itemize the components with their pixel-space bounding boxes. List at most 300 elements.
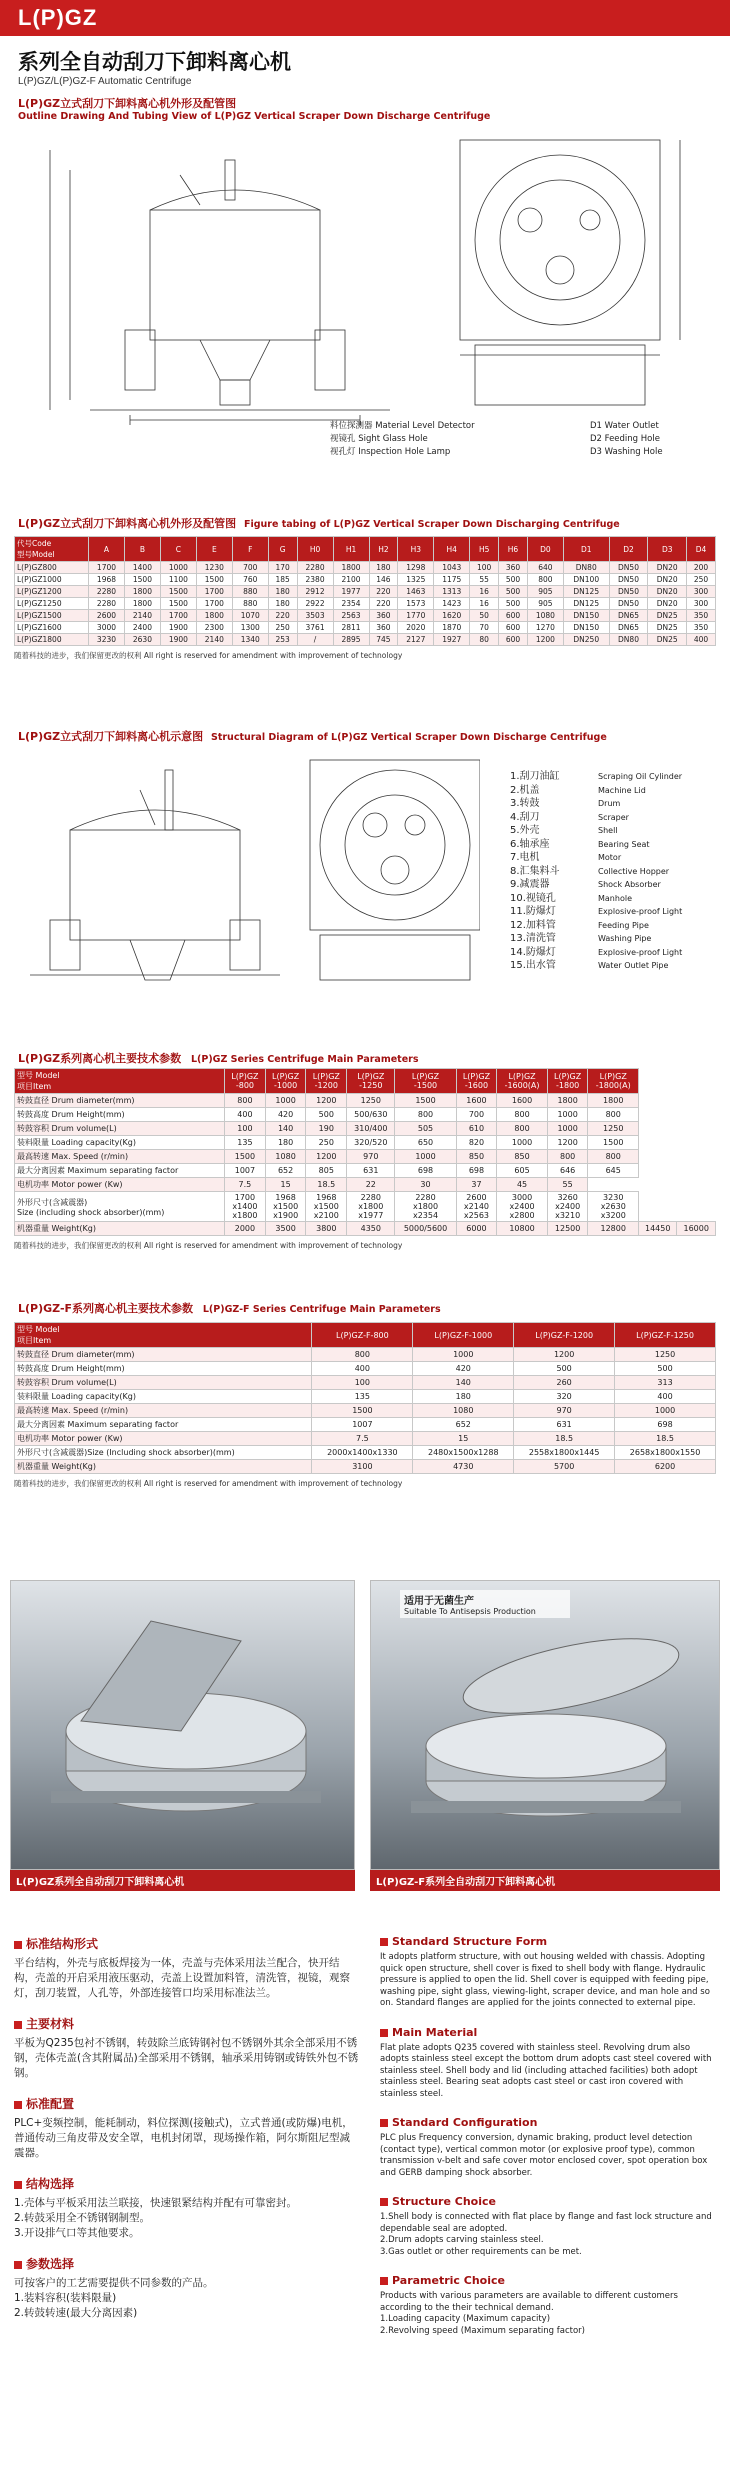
legend-inspection-lamp: 视孔灯 Inspection Hole Lamp (330, 447, 451, 457)
fparam-row (15, 1418, 716, 1432)
param-cell: 800 (588, 1150, 639, 1164)
fparam-row-label: 最大分离因素 Maximum separating factor (15, 1418, 312, 1432)
param-cell: 16000 (677, 1222, 716, 1236)
feature-item: 3.Gas outlet or other requirements can be met. (380, 2246, 582, 2257)
fparam-cell: 1000 (413, 1348, 514, 1362)
features-cn (14, 1935, 359, 2335)
fparam-row-label: 转鼓高度 Drum Height(mm) (15, 1362, 312, 1376)
dim-cell: 300 (687, 598, 716, 610)
param-cell: 500 (306, 1108, 347, 1122)
dim-row (15, 622, 716, 634)
feature-block (380, 2026, 720, 2101)
dim-cell: 1700 (160, 610, 196, 622)
dim-cell: 880 (232, 586, 268, 598)
product-photo-left (10, 1580, 355, 1870)
param-cell: 700 (456, 1108, 497, 1122)
param-cell: 14450 (638, 1222, 676, 1236)
dim-cell: 600 (499, 622, 528, 634)
bullet-icon (380, 1938, 388, 1946)
param-cell: 22 (347, 1178, 395, 1192)
part-en: Explosive-proof Light (598, 907, 683, 916)
dim-header: H1 (333, 537, 369, 562)
feature-title: 主要材料 (14, 2015, 359, 2032)
feature-item: 2.Revolving speed (Maximum separating factor) (380, 2325, 585, 2336)
sec3-title (18, 728, 728, 744)
feature-block (380, 2116, 720, 2179)
dim-cell: 1977 (333, 586, 369, 598)
part-item (510, 932, 720, 946)
part-cn: 12.加料管 (510, 919, 556, 931)
dim-cell: 2630 (124, 634, 160, 646)
dim-cell: 1500 (196, 574, 232, 586)
legend-left (330, 420, 550, 459)
param-cell: 1500 (588, 1136, 639, 1150)
dim-cell: DN80 (609, 634, 648, 646)
param-cell: 100 (225, 1122, 266, 1136)
param-cell: 420 (265, 1108, 306, 1122)
fparam-row (15, 1376, 716, 1390)
dim-cell: 1700 (196, 586, 232, 598)
feature-item: 1.壳体与平板采用法兰联接，快速银紧结构并配有可靠密封。 (14, 2197, 298, 2209)
dimension-table (14, 536, 716, 646)
param-cell: 3800 (306, 1222, 347, 1236)
part-en: Collective Hopper (598, 866, 670, 876)
param-row (15, 1192, 716, 1222)
dim-cell: 1043 (434, 562, 470, 574)
part-item (510, 770, 720, 784)
legend-sight-glass: 视镜孔 Sight Glass Hole (330, 434, 428, 444)
fparam-cell: 652 (413, 1418, 514, 1432)
dim-cell: 500 (499, 598, 528, 610)
sec2-title-en: Figure tabing of L(P)GZ Vertical Scraper Down Discharging Centrifuge (243, 519, 620, 530)
sec4-title-en: L(P)GZ Series Centrifuge Main Parameters (190, 1054, 419, 1065)
part-cn: 2.机盖 (510, 784, 540, 796)
param-cell: 1500 (395, 1094, 456, 1108)
dim-cell: 1313 (434, 586, 470, 598)
fparam-row-label: 转鼓直径 Drum diameter(mm) (15, 1348, 312, 1362)
sec3-title-cn: L(P)GZ立式刮刀下卸料离心机示意图 (18, 730, 204, 743)
part-item (510, 797, 720, 811)
param-cell: 55 (547, 1178, 588, 1192)
part-cn: 8.汇集料斗 (510, 865, 560, 877)
params-table (14, 1068, 716, 1236)
fparam-cell: 500 (514, 1362, 615, 1376)
fparam-row-label: 装料限量 Loading capacity(Kg) (15, 1390, 312, 1404)
dim-cell: 745 (369, 634, 398, 646)
dim-cell: DN20 (648, 562, 687, 574)
dim-cell: 16 (470, 598, 499, 610)
dim-cell: 350 (687, 610, 716, 622)
fparam-row (15, 1460, 716, 1474)
param-cell: 1800 (547, 1094, 588, 1108)
dim-header: E (196, 537, 232, 562)
dim-cell: 253 (268, 634, 297, 646)
fparam-cell: 698 (615, 1418, 716, 1432)
fparam-corner (15, 1323, 312, 1348)
param-row (15, 1150, 716, 1164)
param-cell: 6000 (456, 1222, 497, 1236)
feature-title: Parametric Choice (380, 2274, 720, 2287)
dim-header: B (124, 537, 160, 562)
part-cn: 3.转鼓 (510, 798, 540, 809)
param-corner-top: 型号 Model (17, 1071, 60, 1080)
param-cell: 10800 (497, 1222, 548, 1236)
dim-cell: 1325 (398, 574, 434, 586)
dim-row (15, 562, 716, 574)
part-en: Motor (598, 853, 622, 862)
dimension-table-wrap (14, 536, 716, 661)
dim-cell: 2380 (297, 574, 333, 586)
param-row-label: 转鼓高度 Drum Height(mm) (15, 1108, 225, 1122)
part-cn: 14.防爆灯 (510, 946, 556, 958)
param-cell: 7.5 (225, 1178, 266, 1192)
param-cell: 1000 (547, 1122, 588, 1136)
param-corner (15, 1069, 225, 1094)
feature-block (380, 2195, 720, 2258)
dim-cell: DN125 (563, 598, 609, 610)
badge-cn: 适用于无菌生产 (404, 1596, 474, 1607)
dim-header: A (89, 537, 125, 562)
feature-item: 2.转鼓采用全不锈钢钢制型。 (14, 2212, 151, 2224)
dim-cell: 185 (268, 574, 297, 586)
param-cell: 631 (347, 1164, 395, 1178)
param-cell: 1800 (588, 1094, 639, 1108)
feature-item: 1.Shell body is connected with flat place by flange and fast lock structure and dependable seal are adopted. (380, 2212, 712, 2234)
dim-header: H6 (499, 537, 528, 562)
feature-text: 可按客户的工艺需要提供不同参数的产品。 (14, 2277, 214, 2289)
fparam-cell: 180 (413, 1390, 514, 1404)
part-cn: 4.刮刀 (510, 811, 540, 823)
param-cell: 45 (497, 1178, 548, 1192)
sec1-title-cn: L(P)GZ立式刮刀下卸料离心机外形及配管图 (18, 97, 237, 110)
dim-cell: DN125 (563, 586, 609, 598)
dim-row (15, 634, 716, 646)
dim-cell: 1000 (160, 562, 196, 574)
feature-title: Structure Choice (380, 2195, 720, 2208)
params-table-wrap (14, 1068, 716, 1251)
param-cell: 698 (456, 1164, 497, 1178)
dim-cell: 2600 (89, 610, 125, 622)
part-cn: 1.刮刀油缸 (510, 771, 560, 782)
fparam-cell: 4730 (413, 1460, 514, 1474)
fparam-cell: 100 (312, 1376, 413, 1390)
part-cn: 13.清洗管 (510, 933, 556, 944)
dim-cell: 250 (268, 622, 297, 634)
dim-cell: 2100 (333, 574, 369, 586)
fparam-cell: 500 (615, 1362, 716, 1376)
param-cell: 1200 (547, 1136, 588, 1150)
photo-right-caption: L(P)GZ-F系列全自动刮刀下卸料离心机 (370, 1870, 720, 1891)
part-cn: 7.电机 (510, 852, 540, 863)
param-row-label: 装料限量 Loading capacity(Kg) (15, 1136, 225, 1150)
param-cell: 505 (395, 1122, 456, 1136)
param-row (15, 1094, 716, 1108)
feature-block (14, 2255, 359, 2321)
feature-item: 2.转鼓转速(最大分离因素) (14, 2307, 138, 2319)
feature-item: 1.Loading capacity (Maximum capacity) (380, 2314, 551, 2324)
sec5-title-en: L(P)GZ-F Series Centrifuge Main Parameters (202, 1304, 441, 1315)
part-en: Shock Absorber (598, 880, 661, 889)
param-cell: 1200 (306, 1150, 347, 1164)
param-cell: 12500 (547, 1222, 588, 1236)
badge-en: Suitable To Antisepsis Production (404, 1607, 536, 1616)
sec1-title-en: Outline Drawing And Tubing View of L(P)GZ Vertical Scraper Down Discharge Centrifuge (18, 111, 491, 122)
feature-text: It adopts platform structure, with out housing welded with chassis. Adopting quick open structure, shell cover is fixed to shell body with flange. Hydraulic pressure is applied to open the lid. Shell cover is equipped with feeding pipe, washing pipe, sight glass, viewing-light, scraper device, and man hole and so on. Standard flanges are applied for the joints connected to external pipe. (380, 1952, 710, 2008)
param-row (15, 1122, 716, 1136)
dim-cell: DN50 (609, 586, 648, 598)
dim-cell: 760 (232, 574, 268, 586)
dim-cell: 2280 (297, 562, 333, 574)
dim-row-label: L(P)GZ1600 (15, 622, 89, 634)
dim-cell: 1200 (527, 634, 563, 646)
dim-cell: 1800 (196, 610, 232, 622)
part-item (510, 878, 720, 892)
dim-cell: DN65 (609, 610, 648, 622)
part-item (510, 784, 720, 798)
dim-cell: 1900 (160, 622, 196, 634)
dim-cell: DN25 (648, 610, 687, 622)
param-cell: 400 (225, 1108, 266, 1122)
param-cell: 2600 x2140 x2563 (456, 1192, 497, 1222)
part-en: Washing Pipe (598, 934, 652, 943)
fparam-cell: 1250 (615, 1348, 716, 1362)
dim-cell: 350 (687, 622, 716, 634)
front-view (50, 150, 390, 425)
dim-row (15, 586, 716, 598)
dim-cell: 600 (499, 634, 528, 646)
param-header: L(P)GZ -1800(A) (588, 1069, 639, 1094)
dim-row-label: L(P)GZ1000 (15, 574, 89, 586)
fparam-cell: 313 (615, 1376, 716, 1390)
dim-cell: DN250 (563, 634, 609, 646)
part-item (510, 892, 720, 906)
dim-cell: 1070 (232, 610, 268, 622)
fparam-cell: 15 (413, 1432, 514, 1446)
param-cell: 2280 x1800 x2354 (395, 1192, 456, 1222)
legend-d1: D1 Water Outlet (590, 421, 659, 431)
param-cell: 5000/5600 (395, 1222, 456, 1236)
dim-cell: 1573 (398, 598, 434, 610)
param-header: L(P)GZ -1800 (547, 1069, 588, 1094)
dim-cell: 1423 (434, 598, 470, 610)
dim-cell: 800 (527, 574, 563, 586)
legend-d3: D3 Washing Hole (590, 447, 663, 457)
sec4-note: 随着科技的进步，我们保留更改的权利 All right is reserved for amendment with improvement of technology (14, 1241, 403, 1250)
feature-title: Standard Configuration (380, 2116, 720, 2129)
dim-corner (15, 537, 89, 562)
brand-logo: L(P)GZ (18, 5, 98, 30)
dim-cell: 500 (499, 586, 528, 598)
param-cell: 1000 (547, 1108, 588, 1122)
fparam-cell: 135 (312, 1390, 413, 1404)
sec2-title (18, 515, 728, 531)
fparam-cell: 631 (514, 1418, 615, 1432)
dim-cell: 360 (499, 562, 528, 574)
fparam-cell: 400 (312, 1362, 413, 1376)
dim-header: D4 (687, 537, 716, 562)
dim-cell: 2922 (297, 598, 333, 610)
dim-cell: 200 (687, 562, 716, 574)
dim-cell: 1298 (398, 562, 434, 574)
dim-header: D1 (563, 537, 609, 562)
fparam-cell: 400 (615, 1390, 716, 1404)
dim-row-label: L(P)GZ1200 (15, 586, 89, 598)
fparam-cell: 1007 (312, 1418, 413, 1432)
param-cell: 1000 (395, 1150, 456, 1164)
param-cell: 1000 (265, 1094, 306, 1108)
feature-item: 1.装料容积(装料限量) (14, 2292, 117, 2304)
part-en: Feeding Pipe (598, 920, 649, 930)
param-cell: 3000 x2400 x2800 (497, 1192, 548, 1222)
dim-cell: 1270 (527, 622, 563, 634)
fparam-row (15, 1446, 716, 1460)
dim-cell: 2895 (333, 634, 369, 646)
param-header: L(P)GZ -1250 (347, 1069, 395, 1094)
feature-text: Products with various parameters are available to different customers according to the their technical demand. (380, 2291, 678, 2313)
dim-cell: DN150 (563, 610, 609, 622)
dim-cell: 1800 (124, 598, 160, 610)
fparam-cell: 2558x1800x1445 (514, 1446, 615, 1460)
param-row-label: 电机功率 Motor power (Kw) (15, 1178, 225, 1192)
param-cell: 698 (395, 1164, 456, 1178)
part-cn: 10.视镜孔 (510, 892, 556, 904)
dim-row-label: L(P)GZ1800 (15, 634, 89, 646)
param-cell: 4350 (347, 1222, 395, 1236)
dim-cell: 2563 (333, 610, 369, 622)
legend-level-detector: 料位探测器 Material Level Detector (330, 421, 475, 431)
feature-block (380, 2274, 720, 2337)
part-cn: 15.出水管 (510, 960, 556, 971)
dim-cell: 1100 (160, 574, 196, 586)
dim-cell: DN20 (648, 574, 687, 586)
bullet-icon (14, 1941, 22, 1949)
param-cell: 12800 (588, 1222, 639, 1236)
dim-row (15, 598, 716, 610)
part-item (510, 905, 720, 919)
part-item (510, 824, 720, 838)
param-cell: 3500 (265, 1222, 306, 1236)
param-cell: 970 (347, 1150, 395, 1164)
dim-row-label: L(P)GZ1250 (15, 598, 89, 610)
param-cell: 820 (456, 1136, 497, 1150)
sec5-note: 随着科技的进步，我们保留更改的权利 All right is reserved for amendment with improvement of technology (14, 1479, 403, 1488)
dim-header: H5 (470, 537, 499, 562)
feature-block (14, 2175, 359, 2241)
sec4-title-cn: L(P)GZ系列离心机主要技术参数 (18, 1052, 182, 1065)
dim-cell: 2912 (297, 586, 333, 598)
param-cell: 800 (497, 1122, 548, 1136)
legend-right (590, 420, 720, 459)
part-item (510, 959, 720, 973)
param-cell: 3260 x2400 x3210 (547, 1192, 588, 1222)
f-params-table (14, 1322, 716, 1474)
dim-cell: 55 (470, 574, 499, 586)
header-bar (0, 0, 730, 36)
fparam-cell: 2000x1400x1330 (312, 1446, 413, 1460)
dim-cell: DN50 (609, 574, 648, 586)
dim-cell: 180 (268, 586, 297, 598)
dim-cell: 3761 (297, 622, 333, 634)
dim-cell: 1927 (434, 634, 470, 646)
dim-cell: 880 (232, 598, 268, 610)
outline-drawing (30, 130, 710, 470)
sec4-title (18, 1050, 728, 1066)
dim-cell: 2140 (196, 634, 232, 646)
parts-list (510, 770, 720, 973)
dim-row-label: L(P)GZ1500 (15, 610, 89, 622)
part-en: Scraper (598, 812, 629, 822)
fparam-cell: 2658x1800x1550 (615, 1446, 716, 1460)
bullet-icon (14, 2101, 22, 2109)
dim-cell: 1900 (160, 634, 196, 646)
part-en: Manhole (598, 893, 632, 903)
fparam-corner-bottom: 项目Item (17, 1336, 52, 1345)
part-en: Shell (598, 826, 618, 835)
dim-cell: 640 (527, 562, 563, 574)
dim-cell: 1968 (89, 574, 125, 586)
param-cell: 310/400 (347, 1122, 395, 1136)
fparam-cell: 140 (413, 1376, 514, 1390)
dim-cell: 220 (369, 598, 398, 610)
fparam-row (15, 1348, 716, 1362)
fparam-cell: 800 (312, 1348, 413, 1362)
bullet-icon (380, 2277, 388, 2285)
param-cell: 1600 (497, 1094, 548, 1108)
dim-cell: 16 (470, 586, 499, 598)
dim-header: H0 (297, 537, 333, 562)
sec1-title (18, 95, 718, 122)
dim-cell: 905 (527, 598, 563, 610)
dim-cell: DN50 (609, 562, 648, 574)
fparam-header: L(P)GZ-F-800 (312, 1323, 413, 1348)
fparam-cell: 2480x1500x1288 (413, 1446, 514, 1460)
dim-cell: 3000 (89, 622, 125, 634)
dim-cell: 1870 (434, 622, 470, 634)
param-cell: 650 (395, 1136, 456, 1150)
param-row-label: 转鼓容积 Drum volume(L) (15, 1122, 225, 1136)
param-row (15, 1108, 716, 1122)
dim-header: F (232, 537, 268, 562)
param-row-label: 外形尺寸(含减震器) Size (including shock absorber)(mm) (15, 1192, 225, 1222)
fparam-row (15, 1362, 716, 1376)
dim-cell: 1800 (333, 562, 369, 574)
dim-cell: 1400 (124, 562, 160, 574)
fparam-row (15, 1432, 716, 1446)
dim-cell: 170 (268, 562, 297, 574)
fparam-cell: 420 (413, 1362, 514, 1376)
dim-cell: 80 (470, 634, 499, 646)
param-cell: 800 (588, 1108, 639, 1122)
fparam-cell: 18.5 (514, 1432, 615, 1446)
feature-text: 平台结构，外壳与底板焊接为一体，壳盖与壳体采用法兰配合，快开结构，壳盖的开启采用液压驱动，壳盖上设置加料管，清洗管，视镜，观察灯，刮刀装置，人孔等，外部连接管口均采用标准法兰。 (14, 1957, 350, 1999)
part-item (510, 851, 720, 865)
param-cell: 646 (547, 1164, 588, 1178)
dim-cell: 2280 (89, 598, 125, 610)
param-header: L(P)GZ -1000 (265, 1069, 306, 1094)
param-cell: 800 (547, 1150, 588, 1164)
dim-cell: DN25 (648, 622, 687, 634)
param-cell: 320/520 (347, 1136, 395, 1150)
dim-header: D0 (527, 537, 563, 562)
feature-text: 平板为Q235包衬不锈钢，转鼓除兰底铸钢衬包不锈钢外其余全部采用不锈钢，壳体壳盖(含其附属品)全部采用不锈钢，轴承采用铸钢或铸铁外包不锈钢。 (14, 2037, 359, 2079)
param-row (15, 1164, 716, 1178)
plan-view (460, 140, 680, 405)
param-cell: 2000 (225, 1222, 266, 1236)
sec2-title-cn: L(P)GZ立式刮刀下卸料离心机外形及配管图 (18, 517, 237, 530)
param-cell: 500/630 (347, 1108, 395, 1122)
param-cell: 652 (265, 1164, 306, 1178)
dim-cell: 2400 (124, 622, 160, 634)
